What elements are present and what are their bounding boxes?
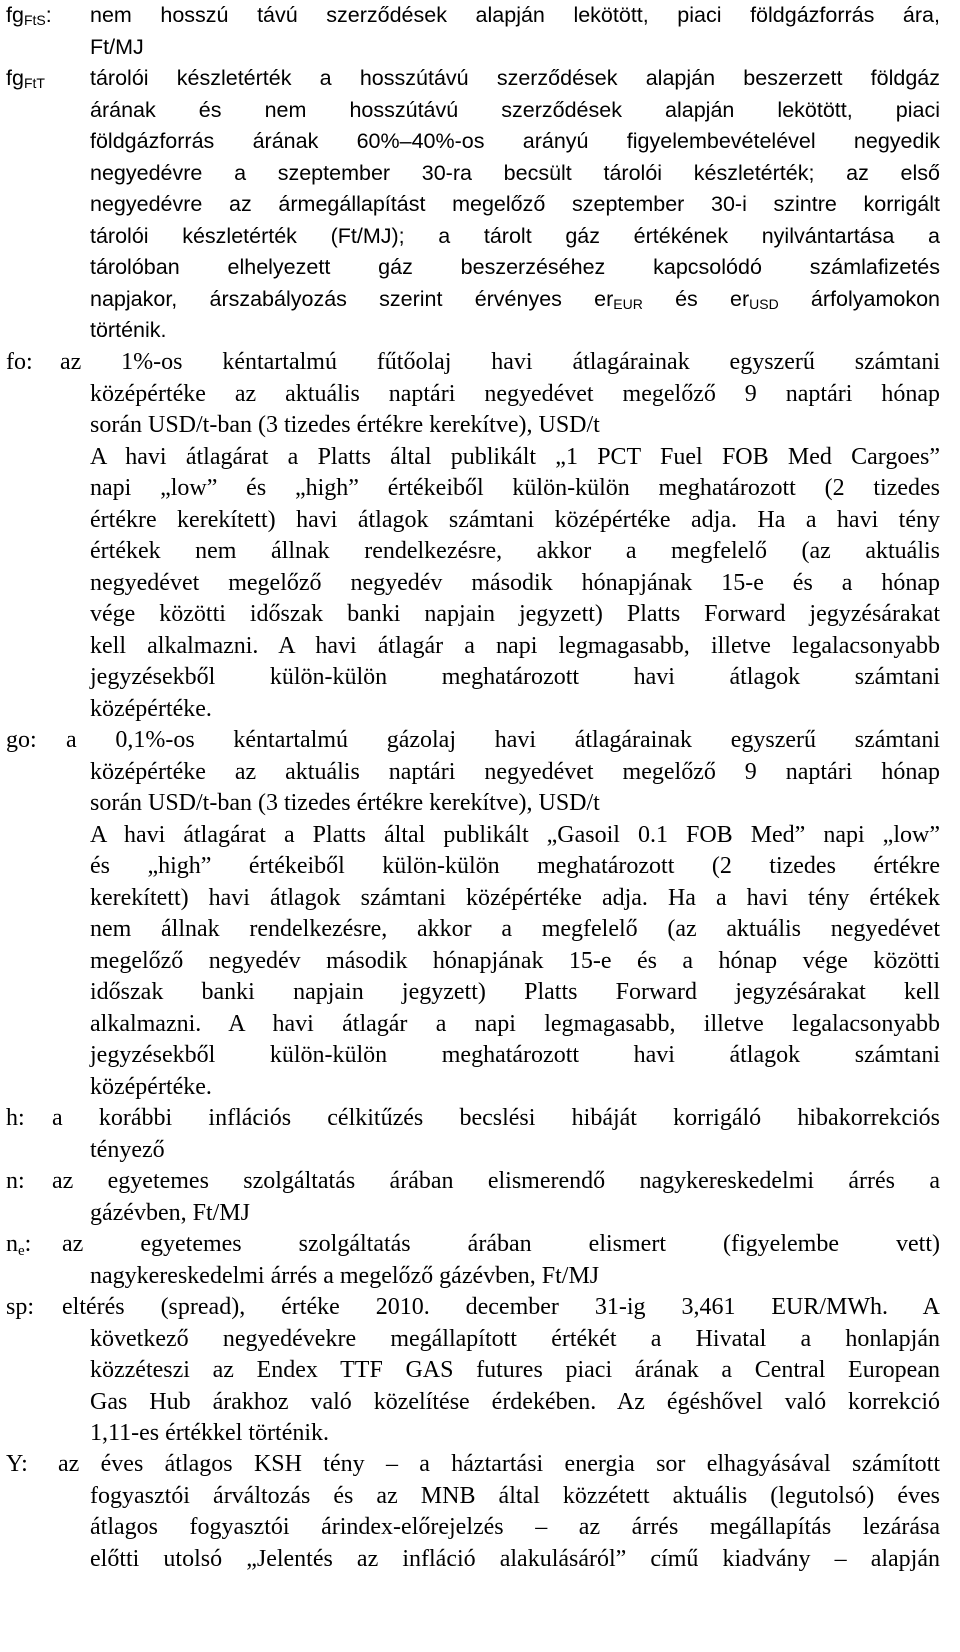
text-line: középértéke.	[90, 695, 212, 722]
text-line: középértéke az aktuális naptári negyedévet megelőző 9 naptári hónap	[90, 758, 940, 785]
text-line: középértéke az aktuális naptári negyedévet megelőző 9 naptári hónap	[90, 380, 940, 407]
definition-text	[52, 1166, 940, 1198]
text-line: és „high” értékeiből külön-külön meghatározott (2 tizedes értékre	[90, 853, 940, 879]
text-line-exchange-rates: napjakor, árszabályozás szerint érvényes $er_{EUR}$ és $er_{USD}$ árfolyamokon	[90, 286, 940, 312]
definition-text-continued	[90, 1481, 940, 1576]
definition-term: $fg_{FtS}$:	[6, 3, 52, 28]
text-line: vége közötti időszak banki napjain jegyzett) Platts Forward jegyzésárakat	[90, 601, 940, 627]
text-line: A havi átlagárat a Platts által publikált „1 PCT Fuel FOB Med Cargoes”	[90, 443, 940, 470]
definition-text-continued	[90, 1261, 940, 1293]
definition-term: sp:	[6, 1294, 35, 1320]
definition-text	[66, 725, 940, 757]
definition-term: go:	[6, 727, 37, 753]
definition-h	[0, 1103, 950, 1166]
text-line: negyedévre az ármegállapítást megelőző szeptember 30-i szintre korrigált	[90, 192, 940, 216]
text-line: nem állnak rendelkezésre, akkor a megfelelő (az aktuális negyedévet	[90, 916, 940, 942]
text-line: fogyasztói árváltozás és az MNB által közzétett aktuális (legutolsó) éves	[90, 1482, 940, 1509]
definition-text	[60, 347, 940, 379]
text-line: közzéteszi az Endex TTF GAS futures piaci árának a Central European	[90, 1357, 940, 1383]
definition-text-continued	[90, 379, 940, 726]
text-line: tárolói készletérték a hosszútávú szerződések alapján beszerzett földgáz	[90, 66, 940, 90]
definition-term: $n_e$:	[6, 1231, 32, 1259]
text-line: A havi átlagárat a Platts által publikált „Gasoil 0.1 FOB Med” napi „low”	[90, 821, 940, 848]
text-line: földgázforrás árának 60%–40%-os arányú figyelembevételével negyedik	[90, 129, 940, 153]
text-line: középértéke.	[90, 1073, 212, 1100]
definition-text	[62, 1292, 940, 1324]
definition-fgfts	[0, 0, 950, 63]
definition-term: Y:	[6, 1451, 28, 1477]
definition-fo	[0, 347, 950, 725]
text-line: 1,11-es értékkel történik.	[90, 1420, 330, 1446]
definition-text	[90, 0, 940, 63]
text-line: nagykereskedelmi árrés a megelőző gázévben, Ft/MJ	[90, 1262, 600, 1289]
definition-text-continued	[90, 1324, 940, 1450]
definition-text	[52, 1103, 940, 1135]
definition-text-continued	[90, 1135, 940, 1167]
text-line: a 0,1%-os kéntartalmú gázolaj havi átlagárainak egyszerű számtani	[66, 727, 940, 753]
text-line: tényező	[90, 1136, 165, 1163]
text-line: Ft/MJ	[90, 34, 144, 59]
text-line: napi „low” és „high” értékeiből külön-külön meghatározott (2 tizedes	[90, 475, 940, 501]
definition-go	[0, 725, 950, 1103]
text-line: negyedévre a szeptember 30-ra becsült tárolói készletérték; az első	[90, 160, 940, 185]
text-line: előtti utolsó „Jelentés az infláció alakulásáról” című kiadvány – alapján	[90, 1545, 940, 1572]
text-line: negyedévet megelőző negyedév második hónapjának 15-e és a hónap	[90, 569, 940, 596]
text-line: átlagos fogyasztói árindex-előrejelzés – az árrés megállapítás lezárása	[90, 1514, 940, 1540]
text-line: Gas Hub árakhoz való közelítése érdekében. Az égéshővel való korrekció	[90, 1388, 940, 1415]
text-line: jegyzésekből külön-külön meghatározott havi átlagok számtani	[90, 1042, 940, 1068]
text-line: eltérés (spread), értéke 2010. december 31-ig 3,461 EUR/MWh. A	[62, 1294, 940, 1320]
text-line: gázévben, Ft/MJ	[90, 1199, 250, 1226]
definition-n	[0, 1166, 950, 1229]
text-line: nem hosszú távú szerződések alapján lekötött, piaci földgázforrás ára,	[90, 3, 940, 27]
definition-ne	[0, 1229, 950, 1292]
text-line: az egyetemes szolgáltatás árában elismert (figyelembe vett)	[62, 1231, 940, 1257]
text-line: az éves átlagos KSH tény – a háztartási energia sor elhagyásával számított	[58, 1451, 940, 1477]
text-line: kell alkalmazni. A havi átlagár a napi legmagasabb, illetve legalacsonyabb	[90, 632, 940, 659]
definition-term: n:	[6, 1168, 25, 1194]
text-line: a korábbi inflációs célkitűzés becslési hibáját korrigáló hibakorrekciós	[52, 1105, 940, 1131]
text-line: jegyzésekből külön-külön meghatározott havi átlagok számtani	[90, 664, 940, 690]
definition-term: h:	[6, 1105, 25, 1131]
text-line: tárolói készletérték (Ft/MJ); a tárolt gáz értékének nyilvántartása a	[90, 223, 940, 248]
text-line: árának és nem hosszútávú szerződések alapján lekötött, piaci	[90, 97, 940, 122]
text-line: megelőző negyedév második hónapjának 15-e és a hónap vége közötti	[90, 947, 940, 974]
text-line: következő negyedévekre megállapított értékét a Hivatal a honlapján	[90, 1325, 940, 1352]
text-line: értékre kerekített) havi átlagok számtani középértéke adja. Ha a havi tény	[90, 506, 940, 533]
text-line: az 1%-os kéntartalmú fűtőolaj havi átlagárainak egyszerű számtani	[60, 349, 940, 375]
definition-sp	[0, 1292, 950, 1450]
definition-text	[62, 1229, 940, 1261]
text-line: időszak banki napjain jegyzett) Platts Forward jegyzésárakat kell	[90, 979, 940, 1005]
definition-fgftt	[0, 63, 950, 347]
text-line: során USD/t-ban (3 tizedes értékre kerekítve), USD/t	[90, 412, 600, 438]
definition-y	[0, 1449, 950, 1575]
text-line: kerekített) havi átlagok számtani középértéke adja. Ha a havi tény értékek	[90, 884, 940, 911]
definition-text	[58, 1449, 940, 1481]
definition-term: fo:	[6, 349, 33, 375]
definition-text	[90, 63, 940, 347]
definition-term: $fg_{FtT}$	[6, 66, 45, 91]
text-line: történik.	[90, 318, 167, 342]
text-line: az egyetemes szolgáltatás árában elismerendő nagykereskedelmi árrés a	[52, 1168, 940, 1194]
definition-text-continued	[90, 1198, 940, 1230]
text-line: során USD/t-ban (3 tizedes értékre kerekítve), USD/t	[90, 790, 600, 816]
definition-text-continued	[90, 757, 940, 1104]
text-line: alkalmazni. A havi átlagár a napi legmagasabb, illetve legalacsonyabb	[90, 1010, 940, 1037]
text-line: értékek nem állnak rendelkezésre, akkor a megfelelő (az aktuális	[90, 538, 940, 564]
text-line: tárolóban elhelyezett gáz beszerzéséhez kapcsolódó számlafizetés	[90, 255, 940, 279]
